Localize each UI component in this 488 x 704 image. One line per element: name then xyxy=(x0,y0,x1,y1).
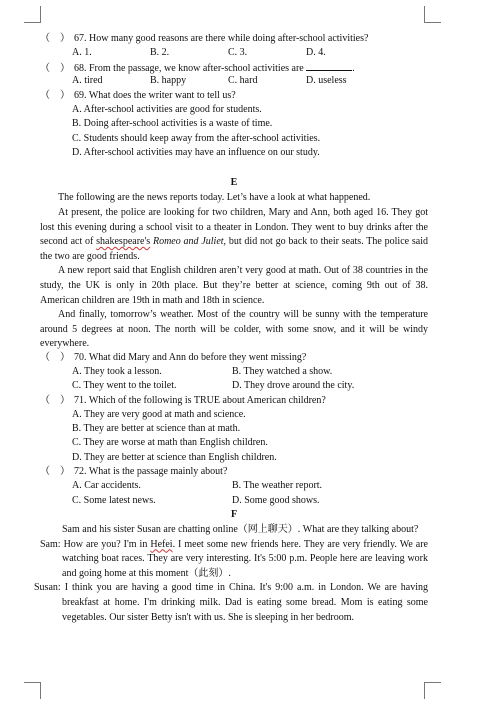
answer-blank[interactable]: （ ） xyxy=(40,394,70,406)
option-d: D. After-school activities may have an influence on our study. xyxy=(72,146,320,158)
option-a: A. Car accidents. xyxy=(72,480,141,492)
option-b: B. They watched a show. xyxy=(232,365,333,377)
option-c: C. They went to the toilet. xyxy=(72,380,177,392)
option-a: A. 1. xyxy=(72,47,92,58)
news-paragraph-1: The following are the news reports today. Let’s have a look at what happened. xyxy=(58,192,371,204)
question-text: 72. What is the passage mainly about? xyxy=(74,466,228,478)
message-text: . I meet some new friends here. They are very friendly. We are watching boat races. They are very interesting. It's 5:00 p.m. People here are leaving work and going home at this moment（此刻）. xyxy=(62,538,428,579)
question-end: . xyxy=(352,63,355,75)
question-text: 70. What did Mary and Ann do before they went missing? xyxy=(74,351,307,363)
news-paragraph-3: A new report said that English children aren’t very good at math. Out of 38 countries in the study, the UK is only in 20th place. But they’re better at science, coming 9th out of 38. American children are 19th in math and 18th in science. xyxy=(40,265,428,306)
option-c: C. Some latest news. xyxy=(72,494,156,506)
option-d: D. useless xyxy=(306,75,347,87)
option-c: C. 3. xyxy=(228,47,248,58)
play-title: Romeo and Juliet xyxy=(152,236,224,248)
news-paragraph-2 xyxy=(40,206,428,264)
answer-blank[interactable]: （ ） xyxy=(40,466,70,478)
option-a: A. They took a lesson. xyxy=(72,365,162,377)
section-e-heading: E xyxy=(230,177,238,189)
question-71 xyxy=(40,395,428,409)
question-70 xyxy=(40,352,428,366)
option-a: A. After-school activities are good for students. xyxy=(72,103,262,115)
answer-blank[interactable]: （ ） xyxy=(40,89,70,101)
wavy-underlined-word: shakespeare's xyxy=(96,236,151,248)
question-68-options xyxy=(40,75,428,89)
option-b: B. Doing after-school activities is a waste of time. xyxy=(72,118,273,130)
news-paragraph-4: And finally, tomorrow’s weather. Most of the country will be sunny with the temperature around 5 degrees at noon. The north will be colder, with some snow, and it will be windy everywhere. xyxy=(40,309,428,350)
question-text: 68. From the passage, we know after-school activities are xyxy=(74,63,304,75)
question-text: 69. What does the writer want to tell us? xyxy=(74,89,236,101)
option-d: D. Some good shows. xyxy=(232,494,320,506)
question-67 xyxy=(40,33,428,47)
question-68 xyxy=(40,61,428,75)
answer-blank[interactable]: （ ） xyxy=(40,33,70,44)
option-b: B. They are better at science than at math. xyxy=(72,423,241,435)
option-b: B. The weather report. xyxy=(232,480,323,492)
option-d: D. They drove around the city. xyxy=(232,380,355,392)
option-d: D. They are better at science than English children. xyxy=(72,451,277,463)
speaker-label: Sam: xyxy=(40,538,61,550)
exam-page xyxy=(34,33,428,625)
option-c: C. hard xyxy=(228,75,258,87)
question-72-options-ab xyxy=(40,480,428,494)
crop-mark-top-right xyxy=(424,6,441,23)
fill-in-blank xyxy=(306,61,352,71)
option-c: C. Students should keep away from the after-school activities. xyxy=(72,132,321,144)
question-70-options-cd xyxy=(40,380,428,394)
question-72 xyxy=(40,466,428,480)
question-69 xyxy=(40,90,428,104)
question-72-options-cd xyxy=(40,495,428,509)
susan-message xyxy=(34,581,428,625)
option-d: D. 4. xyxy=(306,47,326,58)
chat-intro: Sam and his sister Susan are chatting online（网上聊天）. What are they talking about? xyxy=(62,524,419,535)
paragraph-text: , but did not go back to their seats. The police said the two are good friends. xyxy=(40,236,428,262)
option-a: A. They are very good at math and science. xyxy=(72,408,246,420)
question-text: 71. Which of the following is TRUE about American children? xyxy=(74,394,326,406)
speaker-label: Susan: xyxy=(34,582,61,594)
question-70-options-ab xyxy=(40,366,428,380)
option-c: C. They are worse at math than English children. xyxy=(72,437,268,449)
message-text: I think you are having a good time in China. It's 9:00 a.m. in London. We are having breakfast at home. I'm drinking milk. Dad is eating some bread. Mom is eating some vegetables. Our sister Betty isn't with us. She is sleeping in her bedroom. xyxy=(62,582,428,623)
crop-mark-top-left xyxy=(24,6,41,23)
option-b: B. 2. xyxy=(150,47,170,58)
question-67-options xyxy=(40,47,428,61)
sam-message xyxy=(40,538,428,582)
section-f-heading: F xyxy=(230,509,238,520)
answer-blank[interactable]: （ ） xyxy=(40,63,70,75)
wavy-underlined-word: Hefei xyxy=(150,538,173,550)
answer-blank[interactable]: （ ） xyxy=(40,351,70,363)
option-a: A. tired xyxy=(72,75,103,87)
option-b: B. happy xyxy=(150,75,187,87)
crop-mark-bottom-left xyxy=(24,682,41,699)
question-text: 67. How many good reasons are there while doing after-school activities? xyxy=(74,33,369,44)
message-text: How are you? I'm in xyxy=(63,538,151,550)
paragraph-text: At present, the police are looking for two children, Mary and Ann, both aged 16. They got lost this evening during a school visit to a theater in London. They went to buy drinks after the second act of xyxy=(40,206,428,248)
crop-mark-bottom-right xyxy=(424,682,441,699)
